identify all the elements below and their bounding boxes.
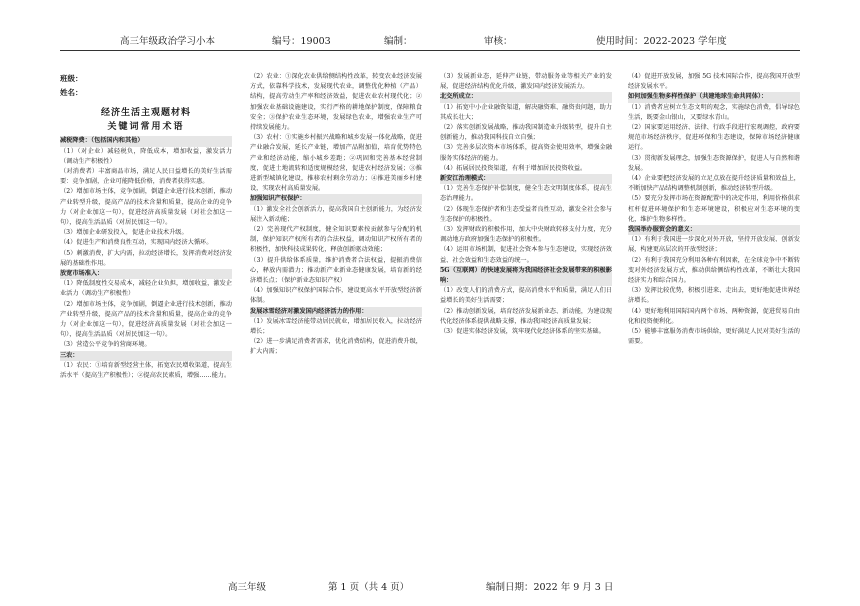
paragraph: （2）推动创新发展，培育经济发展新业态、新动能，为建设现代化经济体系提供战略支撑，推动我国经济高质量发展； [440, 307, 612, 325]
paragraph: （4）拓展居民投资渠道，有利于增加居民投资收益。 [440, 164, 587, 172]
section-heading: 我国举办服贸会的意义： [628, 225, 800, 235]
paragraph: （3）增加企业研发投入，促进企业技术升级。 [60, 229, 188, 237]
paragraph: （3）发挥财政的积极作用，加大中央财政转移支付力度，充分调动地方政府加强生态保护的积极性。 [440, 226, 612, 244]
paragraph: （3）完善多层次资本市场体系，提高资金使用效率，增强金融服务实体经济的能力。 [440, 144, 612, 162]
paragraph: （2）完善现代产权制度，健全知识要素按贡献参与分配的机制，保护知识产权所有者的合法权益，调动知识产权所有者的积极性，加快科技成果转化，释放创新驱动效能； [250, 226, 422, 254]
paragraph: （2）农业：①深化农业供给侧结构性改革，转变农业经济发展方式，依靠科学技术，发展现代农业，调整优化种植（产品）结构，提高劳动生产率和经济效益，促进农业农村现代化；②加强农业基础设施建设，实行严格的耕地保护制度，保障粮食安全；③保护农业生态环境，发展绿色农业，增强农业生产可持续发展能力。 [250, 73, 422, 132]
paragraph: （2）增加市场主体，竞争加剧，倒逼企业进行技术创新，推动产业转型升级，提高产品的技术含量和质量，提高企业的竞争力（对企业加这一句），促进经济高质量发展（对社会加这一句），提高生活品质（对居民加这一句）。 [60, 300, 232, 339]
editor-label: 编制： [384, 36, 413, 47]
section-heading: 如何加强生物多样性保护（共建地球生命共同体）： [628, 92, 800, 102]
paragraph: （4）企业要把经济发展的立足点放在提升经济质量和效益上，不断加快产品结构调整机制创新，推动经济转型升级。 [628, 175, 800, 193]
paragraph: （4）更好地利用国际国内两个市场、两种资源，促进贸易自由化和投资便利化。 [628, 307, 800, 325]
paragraph: （2）体现生态保护者和生态受益者良性互动，激发全社会参与生态保护的积极性。 [440, 205, 612, 223]
paragraph: （1）完善生态保护补偿制度，健全生态文明制度体系，提高生态治理能力。 [440, 185, 612, 203]
paragraph: （1）降低制度性交易成本，减轻企业负担，增加收益，激发企业活力（调动生产积极性） [60, 280, 232, 298]
section-heading: 三农： [60, 351, 232, 361]
paragraph: （3）发挥比较优势，积极引进来、走出去，更好地促进世界经济增长。 [628, 287, 800, 305]
paragraph: （1）消费者应树立生态文明的观念，实施绿色消费，倡导绿色生活，既要金山银山，又要绿水青山。 [628, 103, 800, 121]
paragraph: （2）落实创新发展战略，推动我国制造业升级转型，提升自主创新能力，推动我国科技自立自强； [440, 124, 612, 142]
section-heading: 放宽市场准入： [60, 269, 232, 279]
section-heading: 发展冰雪经济对激发国内经济活力的作用： [250, 307, 422, 317]
paragraph: （5）刺激消费，扩大内需，拉动经济增长，发挥消费对经济发展的基础性作用。 [60, 249, 232, 267]
name-field: 姓名： [60, 88, 83, 97]
header-divider [60, 50, 800, 51]
column-1 [60, 72, 232, 381]
section-heading: 北交所成立： [440, 92, 612, 102]
paragraph: （2）国家要运用经济、法律、行政手段进行宏观调控，政府要规范市场经济秩序，促进环保和生态建设，保障市场经济健康运行。 [628, 124, 800, 152]
page-subtitle: 关键词常用术语 [107, 122, 185, 133]
page-number: 第 1 页（共 4 页） [328, 582, 410, 593]
column-2 [250, 72, 422, 358]
paragraph: （1）农民：①培育新型经营主体，拓宽农民增收渠道，提高生活水平（提高生产积极性）；②提高农民素质，增强……能力。 [60, 361, 232, 380]
paragraph: （4）加强知识产权保护国际合作，建设更高水平开放型经济新体制。 [250, 287, 422, 305]
paragraph: （3）提升供给体系质量，维护消费者合法权益，提振消费信心，释放内需潜力；推动新产业新业态健康发展，培育新的经济增长点；（保护新业态知识产权） [250, 256, 422, 285]
paragraph: （5）能够丰富服务消费市场供给，更好满足人民对美好生活的需要。 [628, 328, 800, 346]
paragraph: （2）增加市场主体，竞争加剧，倒逼企业进行技术创新，推动产业转型升级，提高产品的技术含量和质量，提高企业的竞争力（对企业加这一句），促进经济高质量发展（对社会加这一句），提高生活品质（对居民加这一句）。 [60, 188, 232, 227]
paragraph: （3）发展新业态，延伸产业链，带动服务业等相关产业的发展，促进经济结构优化升级，激发国内经济发展活力。 [440, 73, 612, 91]
column-3 [440, 72, 612, 337]
page-header [0, 33, 860, 49]
paragraph: （5）要充分发挥市场在资源配置中的决定作用，利用价格供求杠杆促进环境保护和生态环境建设，积极应对生态环境的变化，维护生物多样性。 [628, 195, 800, 223]
paragraph: （1）有利于我国进一步深化对外开放，坚持开放发展、创新发展，构建更高层次的开放型经济； [628, 236, 800, 254]
book-title: 高三年级政治学习小本 [120, 36, 216, 47]
paragraph: （1）激发全社会创新活力，提高我国自主创新能力，为经济发展注入新动能； [250, 205, 422, 223]
class-field: 班级： [60, 74, 83, 83]
paragraph: （1）发展冰雪经济能带动居民就业，增加居民收入，拉动经济增长； [250, 317, 422, 336]
paragraph: （4）促进生产和消费良性互动，实现国内经济大循环。 [60, 239, 213, 247]
paragraph: （3）促进实体经济发展，筑牢现代化经济体系的坚实基础。 [440, 328, 605, 336]
paragraph: （3）农村：①实施乡村振兴战略和城乡发展一体化战略，促进产业融合发展，延长产业链，增加产品附加值，培育优势特色产业和经济动能，缩小城乡差距；②巩固和完善基本经营制度，促进土地流转和适度规模经营，促进农村经济发展；③推进新型城镇化建设，推移农村剩余劳动力；④推进美丽乡村建设，实现农村高质量发展。 [250, 134, 422, 193]
paragraph: （1）（对企业）减轻税负，降低成本，增加收益，激发活力（调动生产积极性） [60, 147, 232, 165]
column-4 [628, 72, 800, 347]
paragraph: （对消费者）丰富商品市场，满足人民日益增长的美好生活需要：竞争加剧，企业可能降低价格，消费者获得实惠。 [60, 168, 232, 186]
paragraph: （4）运用市场机制，促进社会资本参与生态建设，实现经济效益、社会效益和生态效益的统一。 [440, 246, 612, 264]
paragraph: （3）营造公平竞争的营商环境。 [60, 341, 151, 349]
paragraph: （2）有利于我国充分利用各种有利因素，在全球竞争中不断转变对外经济发展方式，推动供给侧结构性改革，不断壮大我国经济实力和综合国力。 [628, 256, 800, 285]
paragraph: （4）促进开放发展，加强 5G 技术国际合作，提高我国开放型经济发展水平。 [628, 73, 800, 91]
section-heading: 新安江治理模式： [440, 174, 612, 184]
footer-grade: 高三年级 [228, 582, 267, 593]
compile-date: 编制日期：2022 年 9 月 3 日 [486, 582, 614, 593]
paragraph: （1）改变人们的消费方式，提高消费水平和质量，满足人们日益增长的美好生活需要； [440, 287, 612, 305]
usage-period: 使用时间：2022-2023 学年度 [596, 36, 727, 47]
reviewer-label: 审核： [484, 36, 513, 47]
page-title: 经济生活主观题材料 [100, 108, 191, 118]
paragraph: （1）拓宽中小企业融资渠道，解决融资难、融资贵问题，助力其成长壮大； [440, 103, 612, 121]
paragraph: （3）贯彻新发展理念，加强生态资源保护，促进人与自然和谐发展。 [628, 154, 800, 172]
paragraph: （2）进一步满足消费者需求，优化消费结构，促进消费升级，扩大内需； [250, 338, 422, 356]
section-heading: 5G（互联网）的快速发展将为我国经济社会发展带来的积极影响： [440, 266, 612, 286]
section-heading: 减税降费：（包括国内和其他） [60, 136, 232, 146]
doc-number: 编号：19003 [272, 36, 331, 47]
section-heading: 加强知识产权保护： [250, 194, 422, 204]
